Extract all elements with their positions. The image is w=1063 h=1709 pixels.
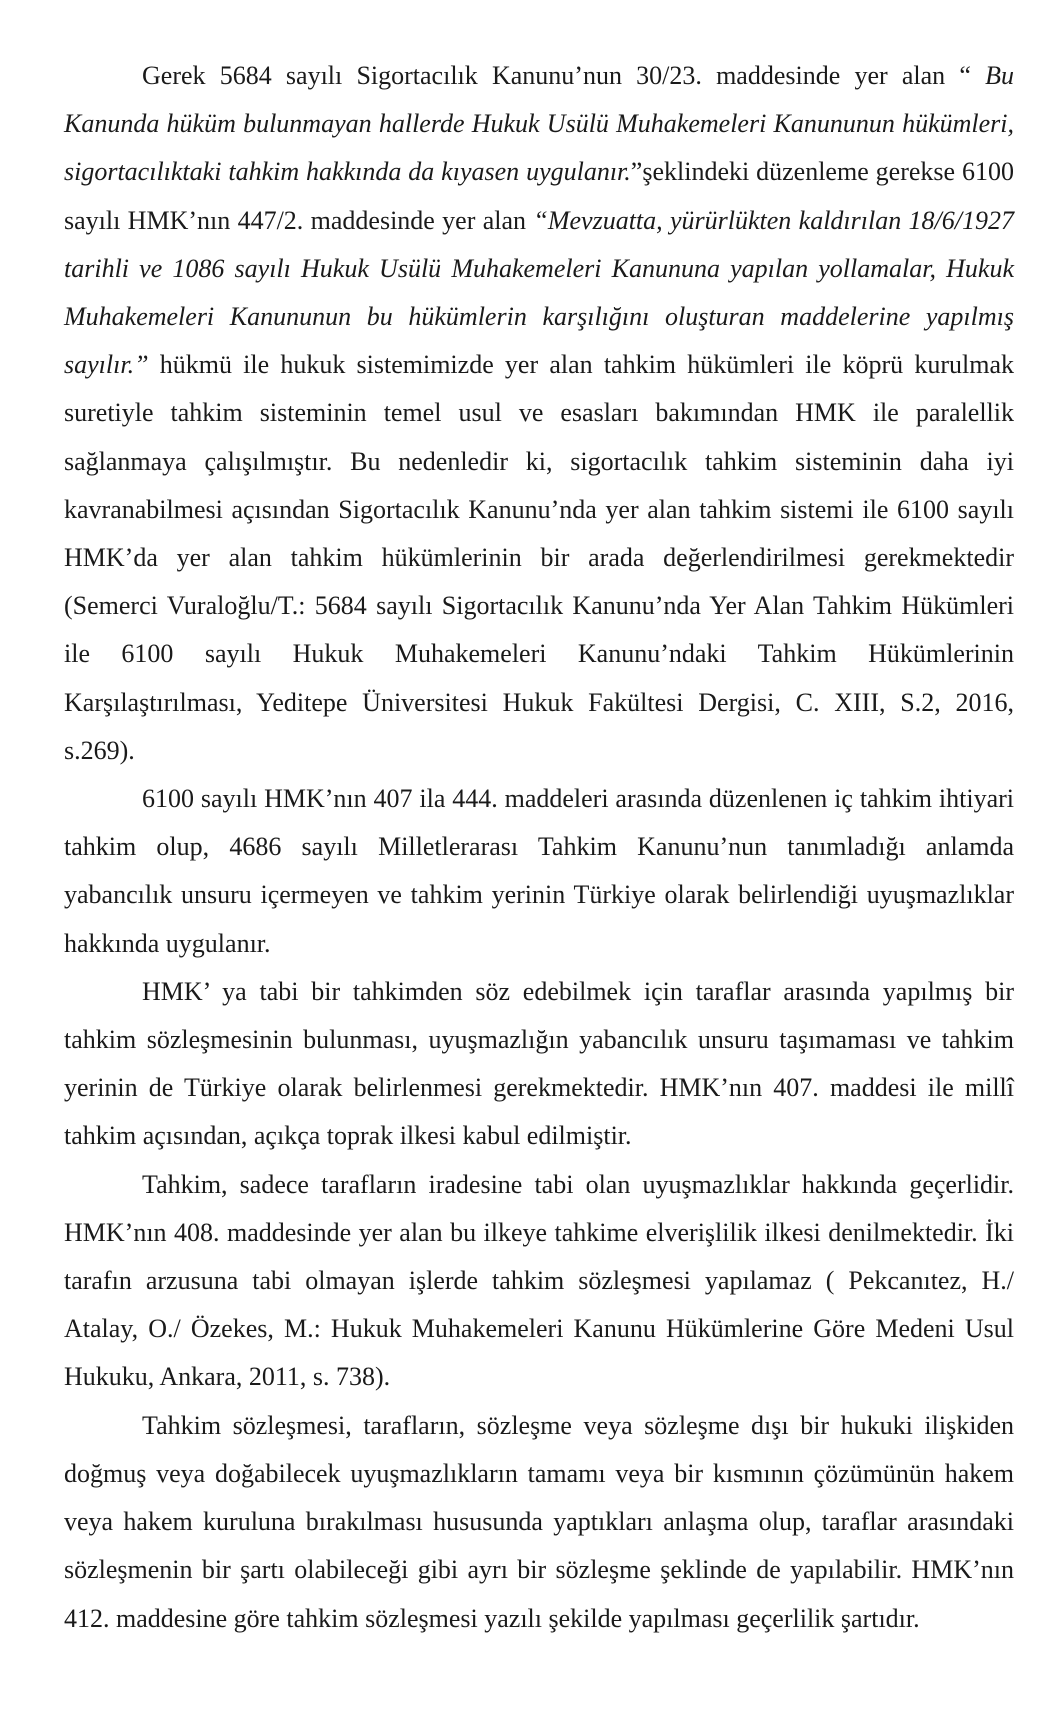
paragraph-1-text: hükmü ile hukuk sistemimizde yer alan tahkim hükümleri ile köprü kurulmak suretiyle tahkim sisteminin temel usul ve esasları bakımından HMK ile paralellik sağlanmaya çalışılmıştır. Bu nedenledir ki, sigortacılık tahkim sisteminin daha iyi kavranabilmesi açısından Sigortacılık Kanunu’nda yer alan tahkim sistemi ile 6100 sayılı HMK’da yer alan tahkim hükümlerinin bir arada değerlendirilmesi gerekmektedir (Semerci Vuraloğlu/T.: 5684 sayılı Sigortacılık Kanunu’nda Yer Alan Tahkim Hükümleri ile 6100 sayılı Hukuk Muhakemeleri Kanunu’ndaki Tahkim Hükümlerinin Karşılaştırılması, Yeditepe Üniversitesi Hukuk Fakültesi Dergisi, C. XIII, S.2, 2016, s.269). xyxy=(64,350,1014,765)
paragraph-5 xyxy=(64,1402,1014,1643)
paragraph-1 xyxy=(64,52,1014,775)
paragraph-4-text: Tahkim, sadece tarafların iradesine tabi olan uyuşmazlıklar hakkında geçerlidir. HMK’nın 408. maddesinde yer alan bu ilkeye tahkime elverişlilik ilkesi denilmektedir. İki tarafın arzusuna tabi olmayan işlerde tahkim sözleşmesi yapılamaz ( Pekcanıtez, H./ Atalay, O./ Özekes, M.: Hukuk Muhakemeleri Kanunu Hükümlerine Göre Medeni Usul Hukuku, Ankara, 2011, s. 738). xyxy=(64,1169,1014,1392)
paragraph-5-text: Tahkim sözleşmesi, tarafların, sözleşme veya sözleşme dışı bir hukuki ilişkiden doğmuş veya doğabilecek uyuşmazlıkların tamamı veya bir kısmının çözümünün hakem veya hakem kuruluna bırakılması hususunda yaptıkları anlaşma olup, taraflar arasındaki sözleşmenin bir şartı olabileceği gibi ayrı bir sözleşme şeklinde de yapılabilir. HMK’nın 412. maddesine göre tahkim sözleşmesi yazılı şekilde yapılması geçerlilik şartıdır. xyxy=(64,1410,1014,1633)
paragraph-3 xyxy=(64,968,1014,1161)
paragraph-1-italic-quote: “Mevzuatta, yürürlükten kaldırılan 18/6/1927 tarihli ve 1086 sayılı Hukuk Usülü Muhakemeleri Kanununa yapılan yollamalar, Hukuk Muhakemeleri Kanununun bu hükümlerin karşılığını oluşturan maddelerine yapılmış sayılır.” xyxy=(64,205,1014,380)
paragraph-3-text: HMK’ ya tabi bir tahkimden söz edebilmek için taraflar arasında yapılmış bir tahkim sözleşmesinin bulunması, uyuşmazlığın yabancılık unsuru taşımaması ve tahkim yerinin de Türkiye olarak belirlenmesi gerekmektedir. HMK’nın 407. maddesi ile millî tahkim açısından, açıkça toprak ilkesi kabul edilmiştir. xyxy=(64,976,1014,1151)
paragraph-1-text: ”şeklindeki düzenleme gerekse 6100 sayılı HMK’nın 447/2. maddesinde yer alan xyxy=(64,157,1014,235)
paragraph-4 xyxy=(64,1161,1014,1402)
document-page xyxy=(64,52,1014,1643)
paragraph-1-italic-quote: Bu Kanunda hüküm bulunmayan hallerde Hukuk Usülü Muhakemeleri Kanununun hükümleri, sigortacılıktaki tahkim hakkında da kıyasen uygulanır. xyxy=(64,61,1014,187)
paragraph-2-text: 6100 sayılı HMK’nın 407 ila 444. maddeleri arasında düzenlenen iç tahkim ihtiyari tahkim olup, 4686 sayılı Milletlerarası Tahkim Kanunu’nun tanımladığı anlamda yabancılık unsuru içermeyen ve tahkim yerinin Türkiye olarak belirlendiği uyuşmazlıklar hakkında uygulanır. xyxy=(64,784,1014,958)
paragraph-1-text: Gerek 5684 sayılı Sigortacılık Kanunu’nun 30/23. maddesinde yer alan “ xyxy=(142,61,986,90)
paragraph-2 xyxy=(64,775,1014,968)
